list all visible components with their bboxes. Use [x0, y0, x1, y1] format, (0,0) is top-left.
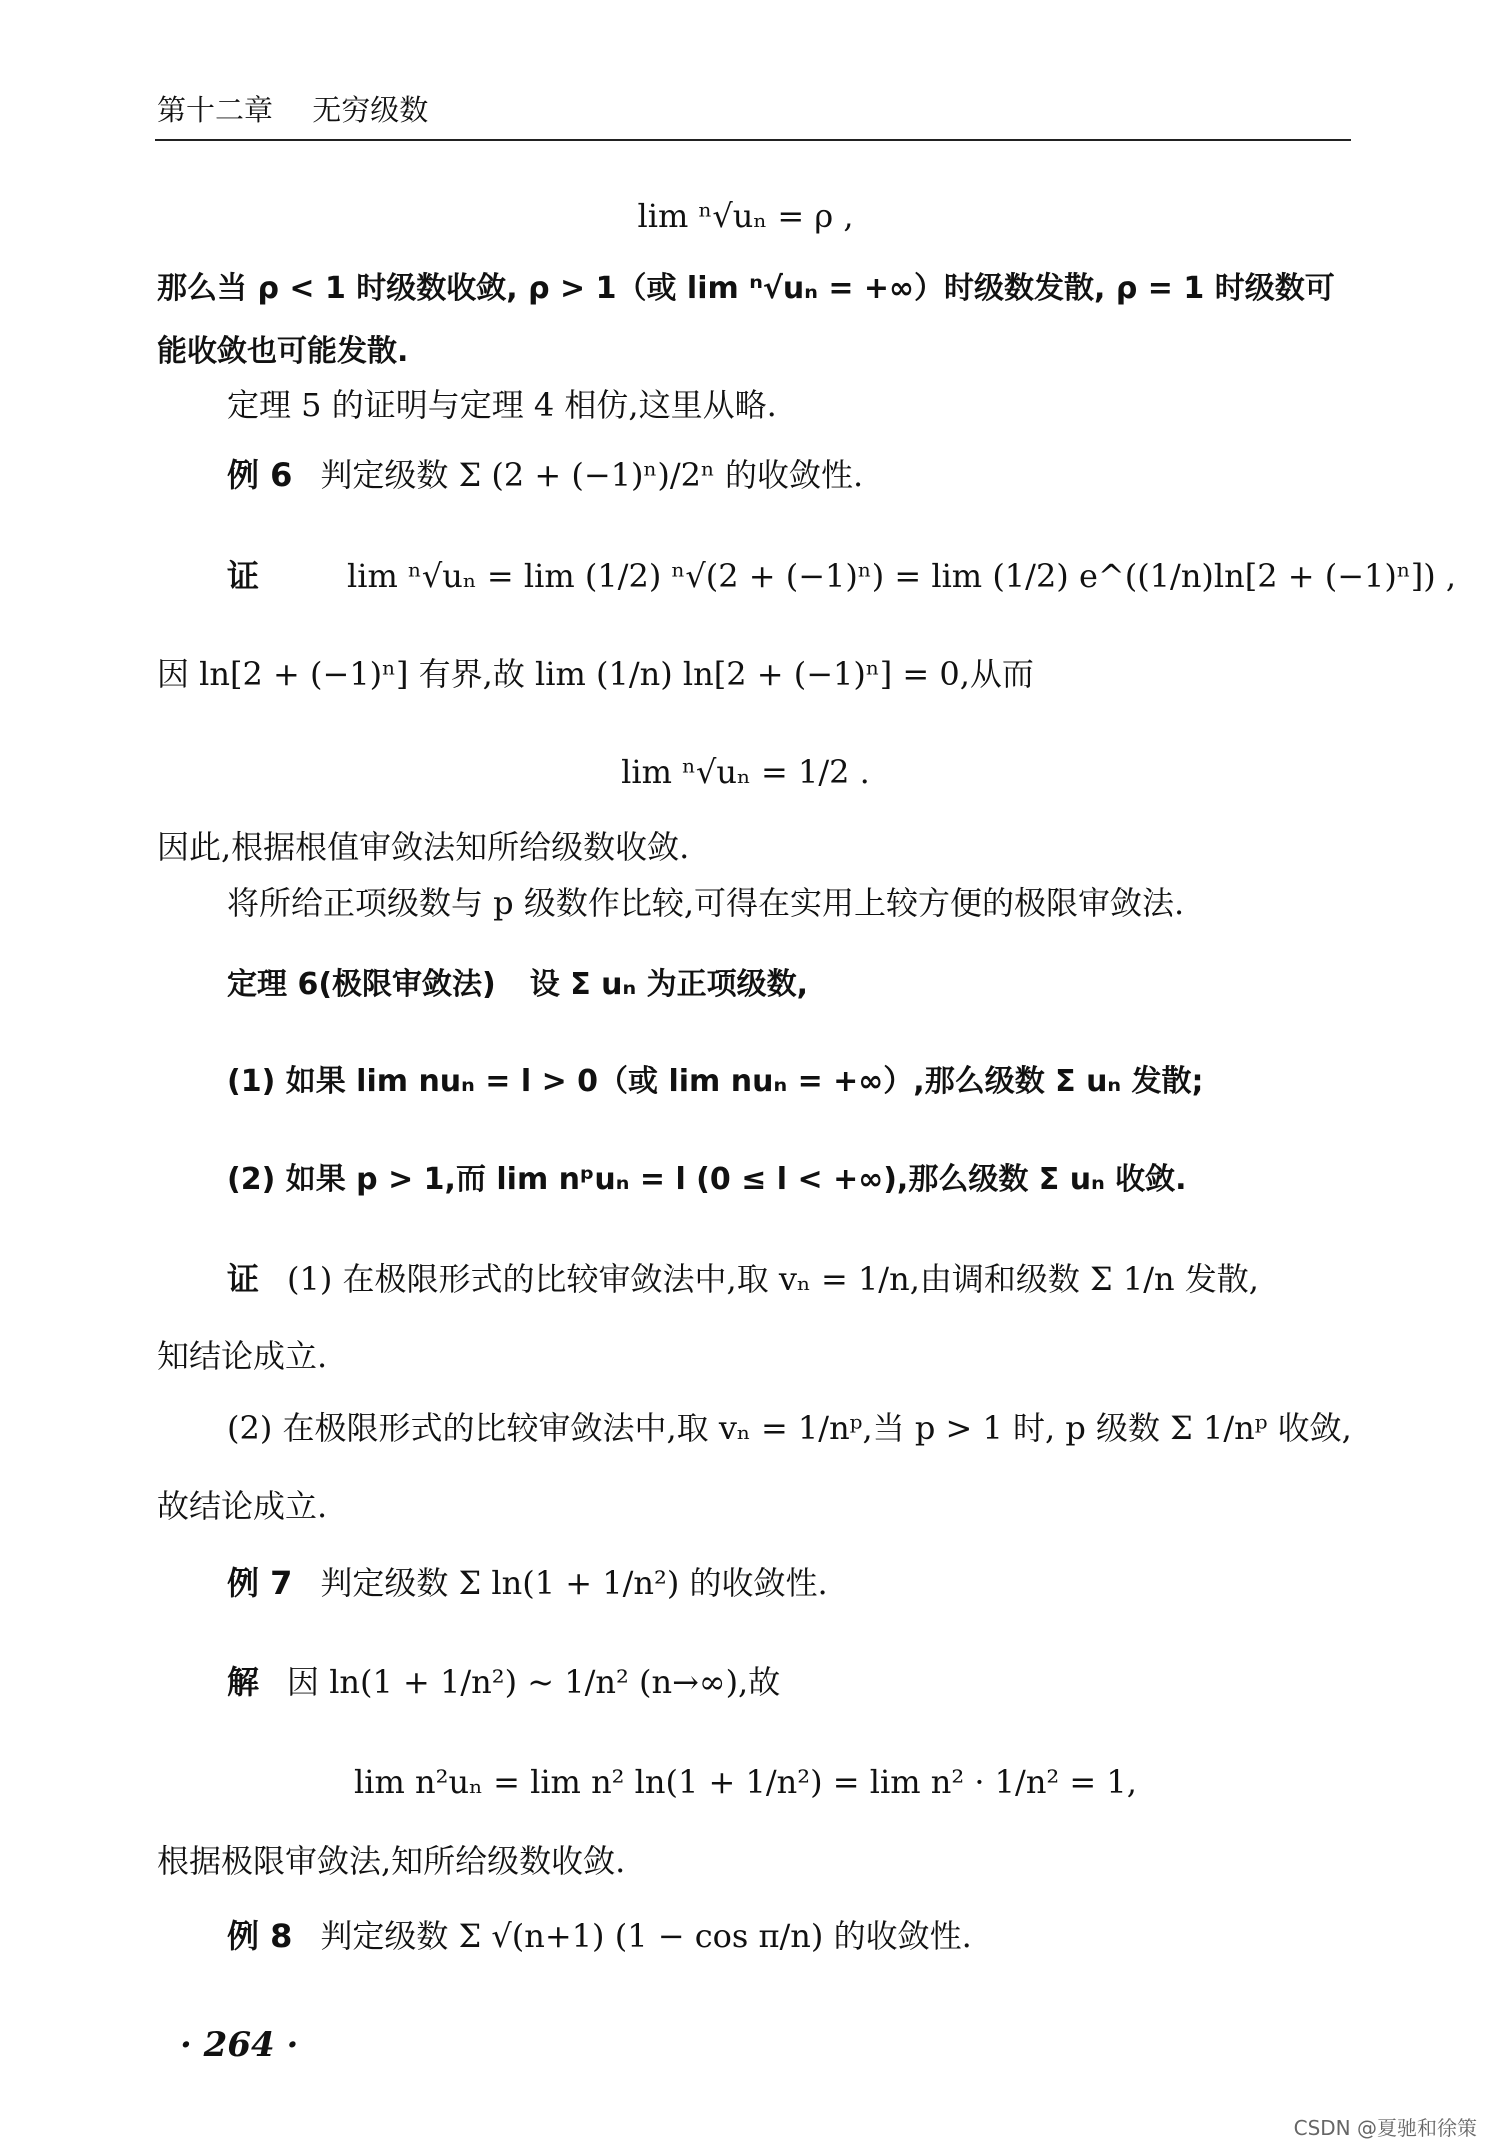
proof-text: (1) 在极限形式的比较审敛法中,取 vₙ = 1/n,由调和级数 Σ 1/n 发散, — [287, 1260, 1259, 1298]
proof-line — [227, 556, 1456, 596]
paragraph: 故结论成立. — [157, 1487, 328, 1525]
theorem-label: 定理 6(极限审敛法) — [227, 967, 496, 1002]
proof-line — [227, 1259, 1259, 1299]
chapter-header — [157, 90, 428, 130]
theorem-6 — [227, 963, 808, 1005]
theorem-text-line: 那么当 ρ < 1 时级数收敛, ρ > 1（或 lim ⁿ√uₙ = +∞）时级数发散, ρ = 1 时级数可 — [157, 271, 1335, 306]
display-formula: lim ⁿ√uₙ = 1/2 . — [621, 753, 870, 791]
watermark: CSDN @夏驰和徐策 — [1293, 2116, 1477, 2140]
example-6 — [227, 455, 863, 495]
solution-line — [227, 1662, 780, 1702]
display-formula: lim ⁿ√uₙ = ρ , — [637, 197, 854, 235]
proof-formula: lim ⁿ√uₙ = lim (1/2) ⁿ√(2 + (−1)ⁿ) = lim (1/2) e^((1/n)ln[2 + (−1)ⁿ]) , — [347, 557, 1457, 595]
chapter-title: 无穷级数 — [312, 93, 429, 127]
proof-label: 证 — [227, 557, 260, 595]
paragraph: 因 ln[2 + (−1)ⁿ] 有界,故 lim (1/n) ln[2 + (−1)ⁿ] = 0,从而 — [157, 655, 1034, 693]
example-text: 判定级数 Σ ln(1 + 1/n²) 的收敛性. — [320, 1564, 828, 1602]
example-label: 例 6 — [227, 456, 293, 494]
example-text: 判定级数 Σ √(n+1) (1 − cos π/n) 的收敛性. — [320, 1917, 972, 1955]
page-number: · 264 · — [180, 2025, 299, 2065]
paragraph: 将所给正项级数与 p 级数作比较,可得在实用上较方便的极限审敛法. — [227, 884, 1185, 922]
paragraph: 因此,根据根值审敛法知所给级数收敛. — [157, 828, 690, 866]
example-text: 判定级数 Σ (2 + (−1)ⁿ)/2ⁿ 的收敛性. — [320, 456, 864, 494]
example-label: 例 8 — [227, 1917, 293, 1955]
theorem-item-1: (1) 如果 lim nuₙ = l > 0（或 lim nuₙ = +∞）,那么级数 Σ uₙ 发散; — [227, 1064, 1204, 1099]
example-7 — [227, 1563, 828, 1603]
chapter-number: 第十二章 — [157, 93, 274, 127]
paragraph: (2) 在极限形式的比较审敛法中,取 vₙ = 1/nᵖ,当 p > 1 时, p 级数 Σ 1/nᵖ 收敛, — [227, 1409, 1352, 1447]
theorem-item-2: (2) 如果 p > 1,而 lim nᵖuₙ = l (0 ≤ l < +∞),那么级数 Σ uₙ 收敛. — [227, 1162, 1187, 1197]
theorem-text-line: 能收敛也可能发散. — [157, 334, 409, 369]
theorem-statement: 设 Σ uₙ 为正项级数, — [529, 967, 808, 1002]
solution-text: 因 ln(1 + 1/n²) ~ 1/n² (n→∞),故 — [287, 1663, 781, 1701]
header-rule — [155, 139, 1351, 141]
example-8 — [227, 1916, 972, 1956]
paragraph: 根据极限审敛法,知所给级数收敛. — [157, 1842, 626, 1880]
paragraph: 定理 5 的证明与定理 4 相仿,这里从略. — [227, 386, 777, 424]
proof-label: 证 — [227, 1260, 260, 1298]
solution-label: 解 — [227, 1663, 260, 1701]
example-label: 例 7 — [227, 1564, 293, 1602]
paragraph: 知结论成立. — [157, 1337, 328, 1375]
display-formula: lim n²uₙ = lim n² ln(1 + 1/n²) = lim n² · 1/n² = 1, — [354, 1763, 1137, 1801]
